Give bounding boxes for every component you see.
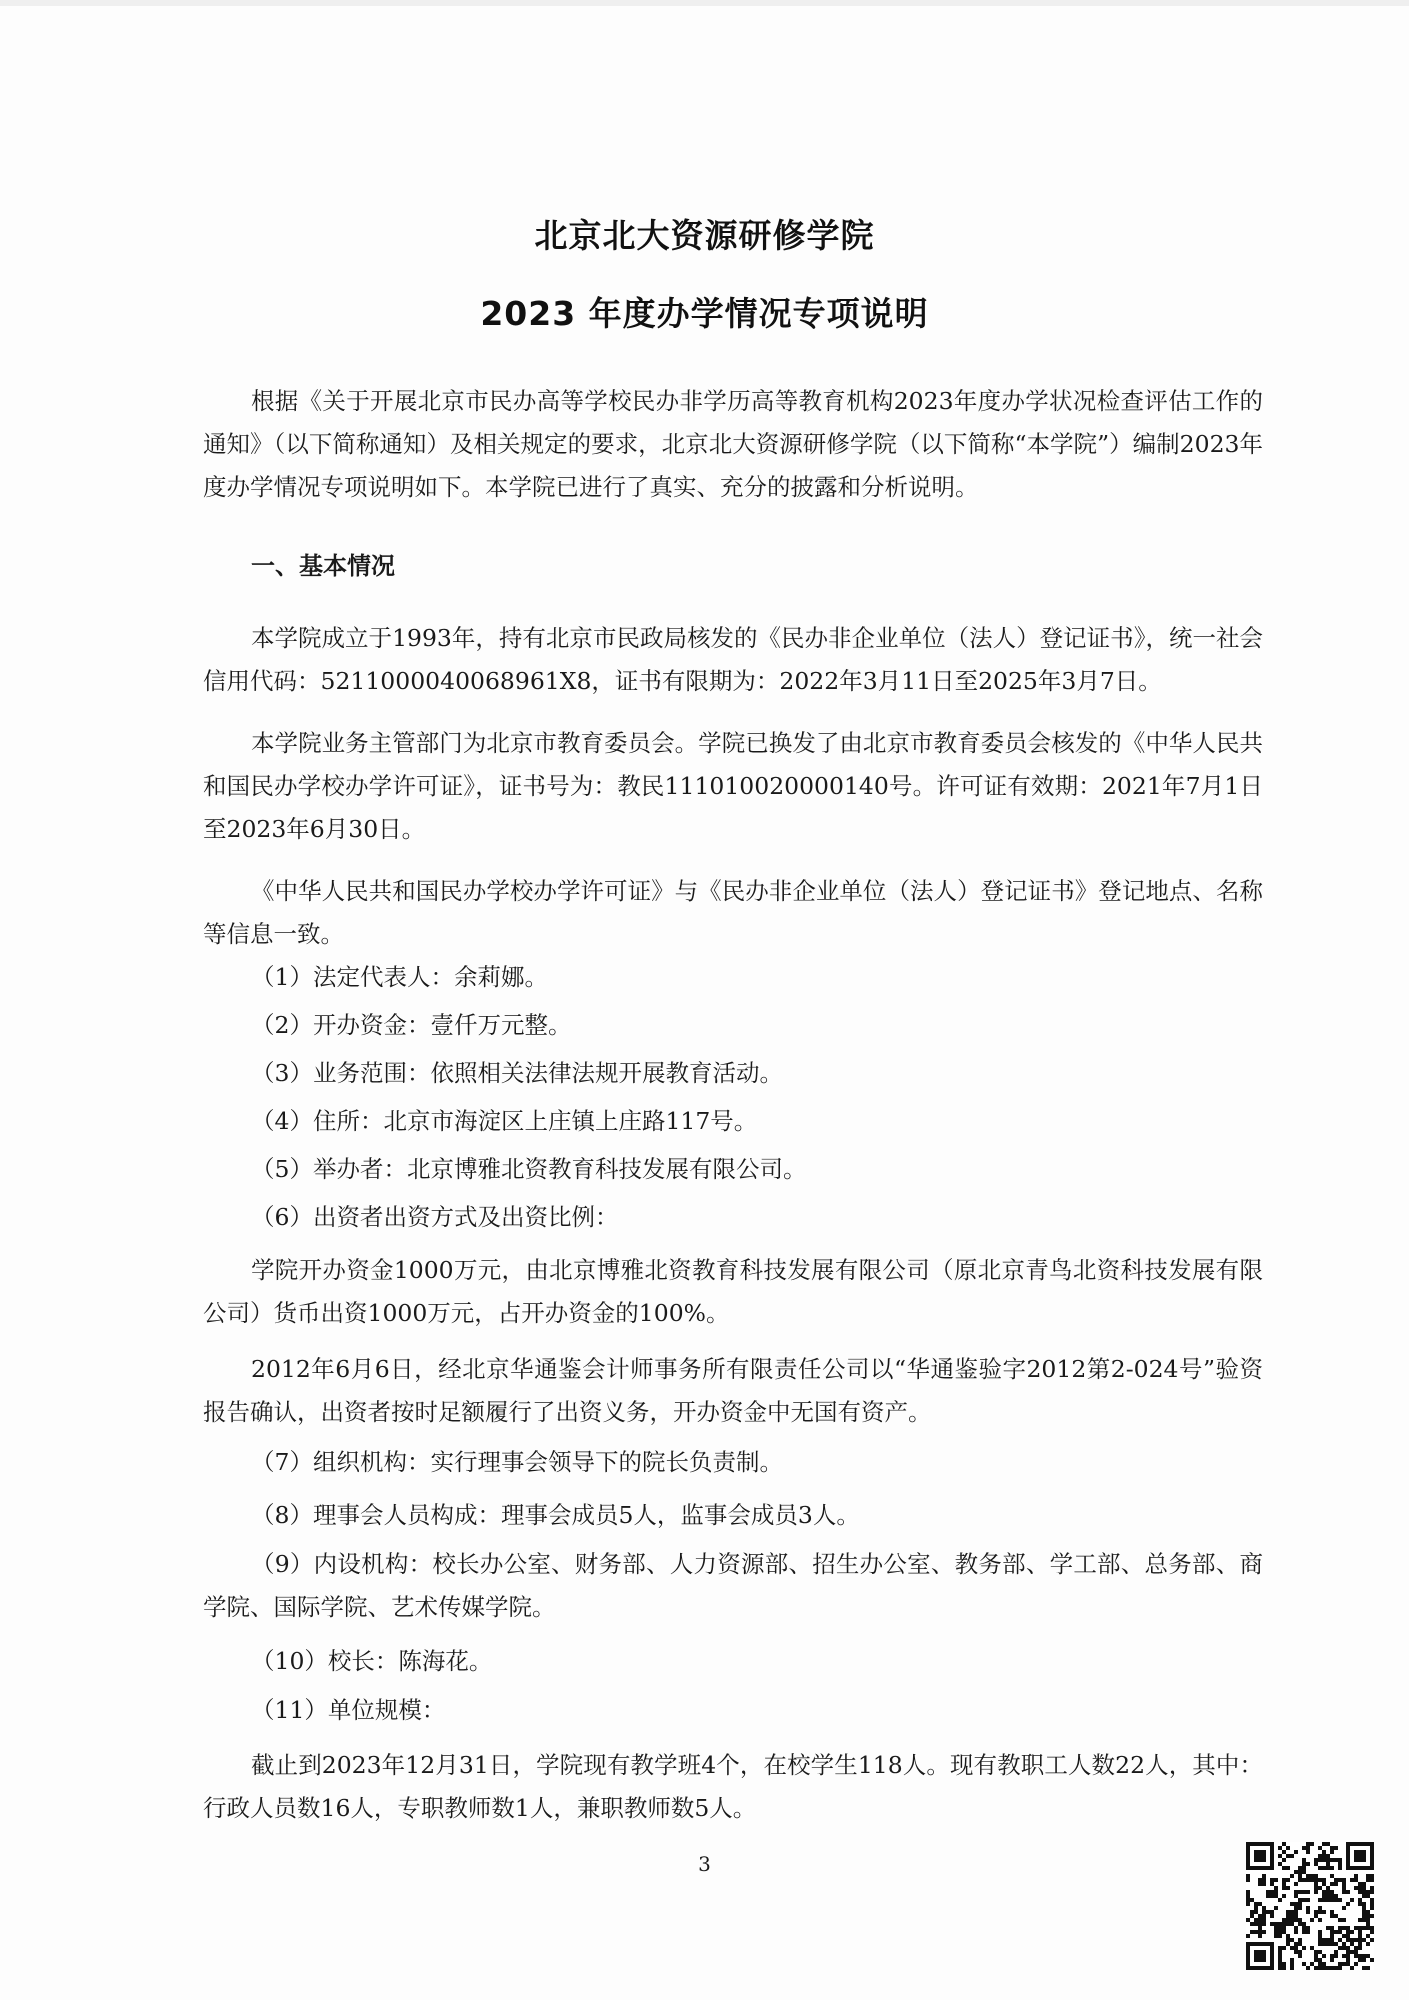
scan-edge [0,0,1409,6]
item-scale: （11）单位规模： [251,1696,446,1724]
page-number: 3 [698,1852,711,1876]
item-president: （10）校长：陈海花。 [251,1647,493,1675]
document-title: 北京北大资源研修学院 [534,216,875,255]
paragraph-license: 本学院业务主管部门为北京市教育委员会。学院已换发了由北京市教育委员会核发的《中华人民共和国民办学校办学许可证》，证书号为：教民111010020000140号。许可证有效期：2021年7月1日至2023年6月30日。 [203,729,1263,843]
item-sponsor: （5）举办者：北京博雅北资教育科技发展有限公司。 [251,1155,807,1183]
item-organization: （7）组织机构：实行理事会领导下的院长负责制。 [251,1448,783,1476]
paragraph-scale-detail: 截止到2023年12月31日，学院现有教学班4个，在校学生118人。现有教职工人数22人，其中：行政人员数16人，专职教师数1人，兼职教师数5人。 [203,1751,1263,1822]
section-heading-basic-info: 一、基本情况 [251,552,395,580]
paragraph-establishment: 本学院成立于1993年，持有北京市民政局核发的《民办非企业单位（法人）登记证书》，统一社会信用代码：5211000040068961X8，证书有限期为：2022年3月11日至2025年3月7日。 [203,624,1263,695]
intro-paragraph: 根据《关于开展北京市民办高等学校民办非学历高等教育机构2023年度办学状况检查评估工作的通知》（以下简称通知）及相关规定的要求，北京北大资源研修学院（以下简称“本学院”）编制2023年度办学情况专项说明如下。本学院已进行了真实、充分的披露和分析说明。 [203,387,1263,501]
item-departments: （9）内设机构：校长办公室、财务部、人力资源部、招生办公室、教务部、学工部、总务部、商学院、国际学院、艺术传媒学院。 [203,1550,1263,1621]
paragraph-verification: 2012年6月6日，经北京华通鉴会计师事务所有限责任公司以“华通鉴验字2012第2-024号”验资报告确认，出资者按时足额履行了出资义务，开办资金中无国有资产。 [203,1355,1263,1426]
item-capital: （2）开办资金：壹仟万元整。 [251,1011,572,1039]
document-subtitle: 2023 年度办学情况专项说明 [480,294,929,333]
item-capital-contribution: （6）出资者出资方式及出资比例： [251,1203,619,1231]
paragraph-consistency: 《中华人民共和国民办学校办学许可证》与《民办非企业单位（法人）登记证书》登记地点、名称等信息一致。 [203,877,1263,948]
item-board: （8）理事会人员构成：理事会成员5人，监事会成员3人。 [251,1501,860,1529]
qr-code-icon [1246,1842,1374,1970]
paragraph-capital-detail: 学院开办资金1000万元，由北京博雅北资教育科技发展有限公司（原北京青鸟北资科技发展有限公司）货币出资1000万元，占开办资金的100%。 [203,1256,1263,1327]
item-legal-representative: （1）法定代表人：余莉娜。 [251,963,548,991]
item-address: （4）住所：北京市海淀区上庄镇上庄路117号。 [251,1107,758,1135]
item-business-scope: （3）业务范围：依照相关法律法规开展教育活动。 [251,1059,783,1087]
